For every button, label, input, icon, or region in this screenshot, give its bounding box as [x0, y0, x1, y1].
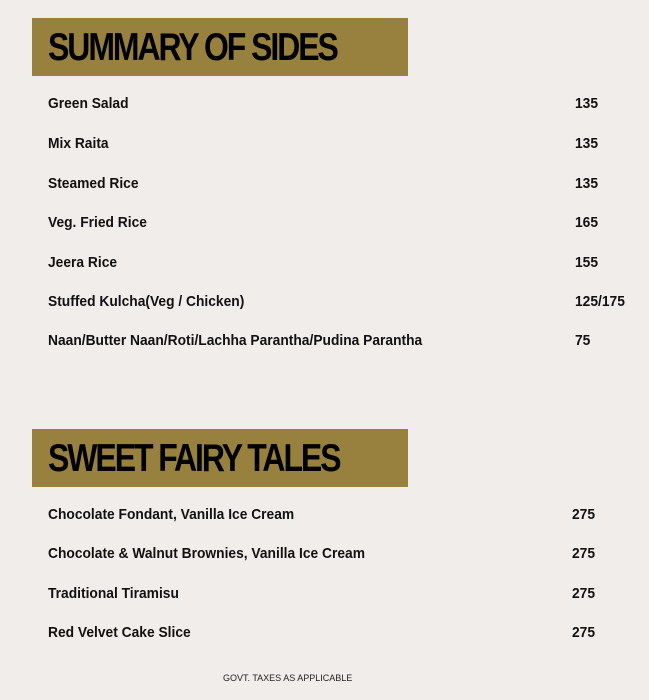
menu-item-price: 135	[575, 95, 599, 112]
menu-item-price: 135	[575, 135, 599, 152]
menu-item-name: Veg. Fried Rice	[48, 214, 147, 231]
tax-note: GOVT. TAXES AS APPLICABLE	[223, 673, 353, 683]
menu-item-name: Mix Raita	[48, 135, 109, 152]
section-title-sides: SUMMARY OF SIDES	[48, 26, 337, 69]
menu-item-name: Green Salad	[48, 95, 129, 112]
menu-item-price: 275	[572, 506, 596, 523]
menu-item-price: 275	[572, 585, 596, 602]
menu-item-name: Chocolate & Walnut Brownies, Vanilla Ice Cream	[48, 545, 365, 562]
menu-item-price: 275	[572, 624, 596, 641]
menu-item-price: 275	[572, 545, 596, 562]
menu-item-name: Jeera Rice	[48, 254, 118, 271]
menu-item-name: Traditional Tiramisu	[48, 585, 179, 602]
menu-item-name: Stuffed Kulcha(Veg / Chicken)	[48, 293, 245, 310]
menu-item-price: 165	[575, 214, 599, 231]
menu-item-price: 125/175	[575, 293, 625, 310]
section-header-sides	[32, 18, 408, 76]
menu-item-name: Chocolate Fondant, Vanilla Ice Cream	[48, 506, 295, 523]
section-header-sweets	[32, 429, 408, 487]
menu-item-name: Red Velvet Cake Slice	[48, 624, 191, 641]
menu-item-price: 155	[575, 254, 599, 271]
menu-item-name: Naan/Butter Naan/Roti/Lachha Parantha/Pudina Parantha	[48, 332, 423, 349]
menu-item-name: Steamed Rice	[48, 175, 139, 192]
menu-item-price: 75	[575, 332, 591, 349]
menu-item-price: 135	[575, 175, 599, 192]
section-title-sweets: SWEET FAIRY TALES	[48, 437, 340, 480]
